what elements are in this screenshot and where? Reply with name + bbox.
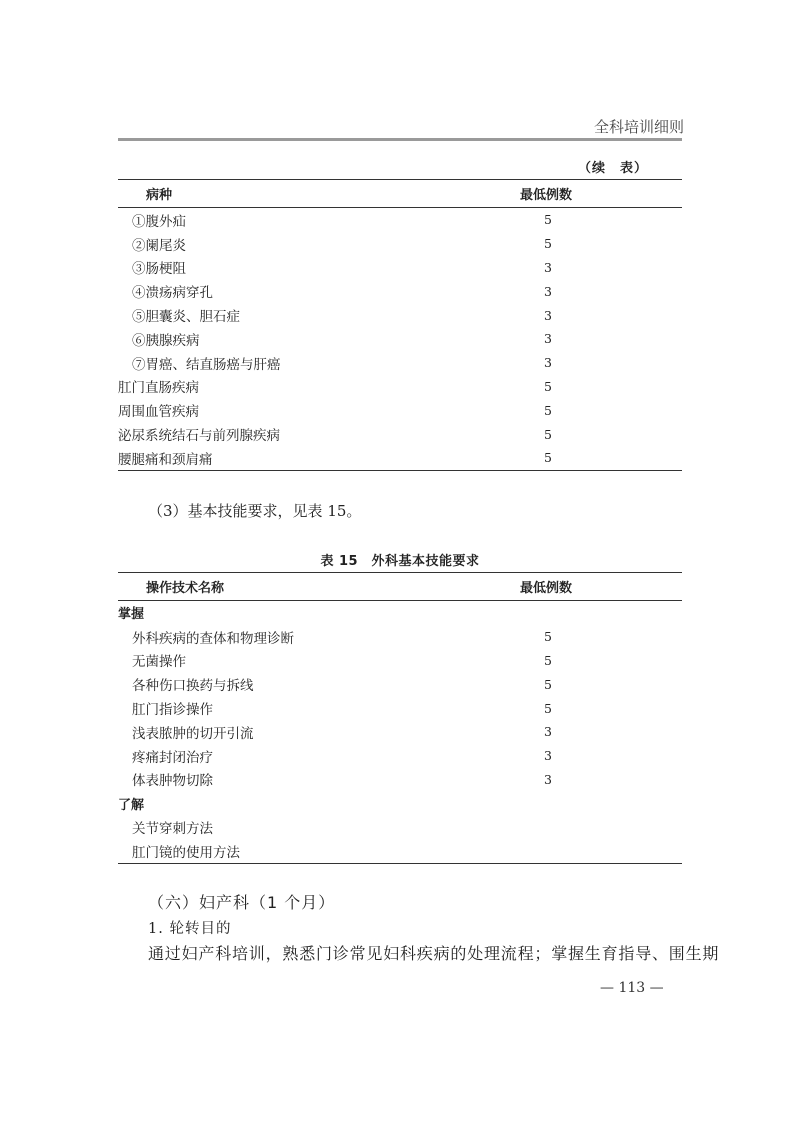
- row-name: 疼痛封闭治疗: [132, 749, 213, 766]
- table-row: [118, 398, 682, 422]
- running-header: 全科培训细则: [593, 118, 684, 136]
- table-row: [118, 696, 682, 720]
- table-row: [118, 351, 682, 375]
- row-name: ①腹外疝: [132, 213, 186, 230]
- table-group-row: [118, 791, 682, 815]
- row-min-count: 3: [544, 748, 552, 764]
- row-min-count: 5: [544, 212, 552, 228]
- table-14: [118, 157, 682, 471]
- table-row: [118, 208, 682, 232]
- row-name: 无菌操作: [132, 654, 186, 671]
- row-name: ④溃疡病穿孔: [132, 285, 213, 302]
- row-min-count: 3: [544, 259, 552, 275]
- table-row: [118, 625, 682, 649]
- master-rows: [118, 625, 682, 792]
- table-row: [118, 422, 682, 446]
- row-name: 肛门直肠疾病: [118, 380, 199, 397]
- table-group-row: [118, 601, 682, 625]
- row-min-count: 5: [544, 426, 552, 442]
- row-min-count: 5: [544, 676, 552, 692]
- row-min-count: 5: [544, 700, 552, 716]
- row-name: 周围血管疾病: [118, 404, 199, 421]
- column-header-disease: 病种: [146, 188, 173, 203]
- table-row: [118, 303, 682, 327]
- group-label-understand: 了解: [118, 797, 145, 813]
- table-continuation-label: （续 表）: [577, 161, 648, 176]
- table-row: [118, 815, 682, 839]
- row-min-count: 5: [544, 378, 552, 394]
- section-title: （六）妇产科（1 个月）: [148, 893, 336, 912]
- table-row: [118, 256, 682, 280]
- column-header-min-count: 最低例数: [520, 188, 573, 203]
- table-15: [118, 572, 682, 864]
- row-min-count: 3: [544, 283, 552, 299]
- section-body: 通过妇产科培训，熟悉门诊常见妇科疾病的处理流程；掌握生育指导、围生期: [148, 944, 720, 963]
- row-name: ⑦胃癌、结直肠癌与肝癌: [132, 356, 281, 373]
- table-body: [118, 601, 682, 864]
- table-row: [118, 768, 682, 792]
- table-row: [118, 649, 682, 673]
- table-header: [118, 572, 682, 601]
- page-number: — 113 —: [600, 980, 664, 996]
- header-rule: [118, 138, 682, 141]
- table-row: [118, 839, 682, 863]
- table-row: [118, 744, 682, 768]
- row-min-count: 3: [544, 307, 552, 323]
- row-min-count: 5: [544, 236, 552, 252]
- row-name: 各种伤口换药与拆线: [132, 678, 254, 695]
- row-name: 肛门指诊操作: [132, 702, 213, 719]
- row-min-count: 3: [544, 724, 552, 740]
- row-min-count: 5: [544, 629, 552, 645]
- understand-rows: [118, 815, 682, 863]
- row-name: ⑥胰腺疾病: [132, 332, 200, 349]
- row-name: ②阑尾炎: [132, 237, 186, 254]
- table-row: [118, 327, 682, 351]
- row-min-count: 5: [544, 652, 552, 668]
- group-label-master: 掌握: [118, 607, 145, 623]
- row-name: ③肠梗阻: [132, 261, 186, 278]
- row-name: ⑤胆囊炎、胆石症: [132, 309, 240, 326]
- row-name: 腰腿痛和颈肩痛: [118, 451, 213, 468]
- row-min-count: 3: [544, 331, 552, 347]
- table-15-caption: 表 15 外科基本技能要求: [320, 554, 480, 569]
- row-name: 关节穿刺方法: [132, 821, 213, 838]
- section-subtitle: 1. 轮转目的: [148, 921, 232, 937]
- row-name: 肛门镜的使用方法: [132, 844, 240, 861]
- row-min-count: 5: [544, 402, 552, 418]
- row-min-count: 5: [544, 450, 552, 466]
- row-name: 体表肿物切除: [132, 773, 213, 790]
- table-row: [118, 446, 682, 470]
- paragraph-skills-ref: （3）基本技能要求，见表 15。: [148, 502, 362, 520]
- table-row: [118, 232, 682, 256]
- row-min-count: 3: [544, 771, 552, 787]
- row-name: 泌尿系统结石与前列腺疾病: [118, 428, 280, 445]
- table-row: [118, 375, 682, 399]
- table-row: [118, 672, 682, 696]
- row-name: 浅表脓肿的切开引流: [132, 725, 254, 742]
- table-header: [118, 179, 682, 208]
- row-min-count: 3: [544, 355, 552, 371]
- table-row: [118, 279, 682, 303]
- column-header-min-count: 最低例数: [520, 581, 573, 596]
- table-body: [118, 208, 682, 471]
- column-header-operation: 操作技术名称: [146, 581, 225, 596]
- row-name: 外科疾病的查体和物理诊断: [132, 630, 294, 647]
- table-row: [118, 720, 682, 744]
